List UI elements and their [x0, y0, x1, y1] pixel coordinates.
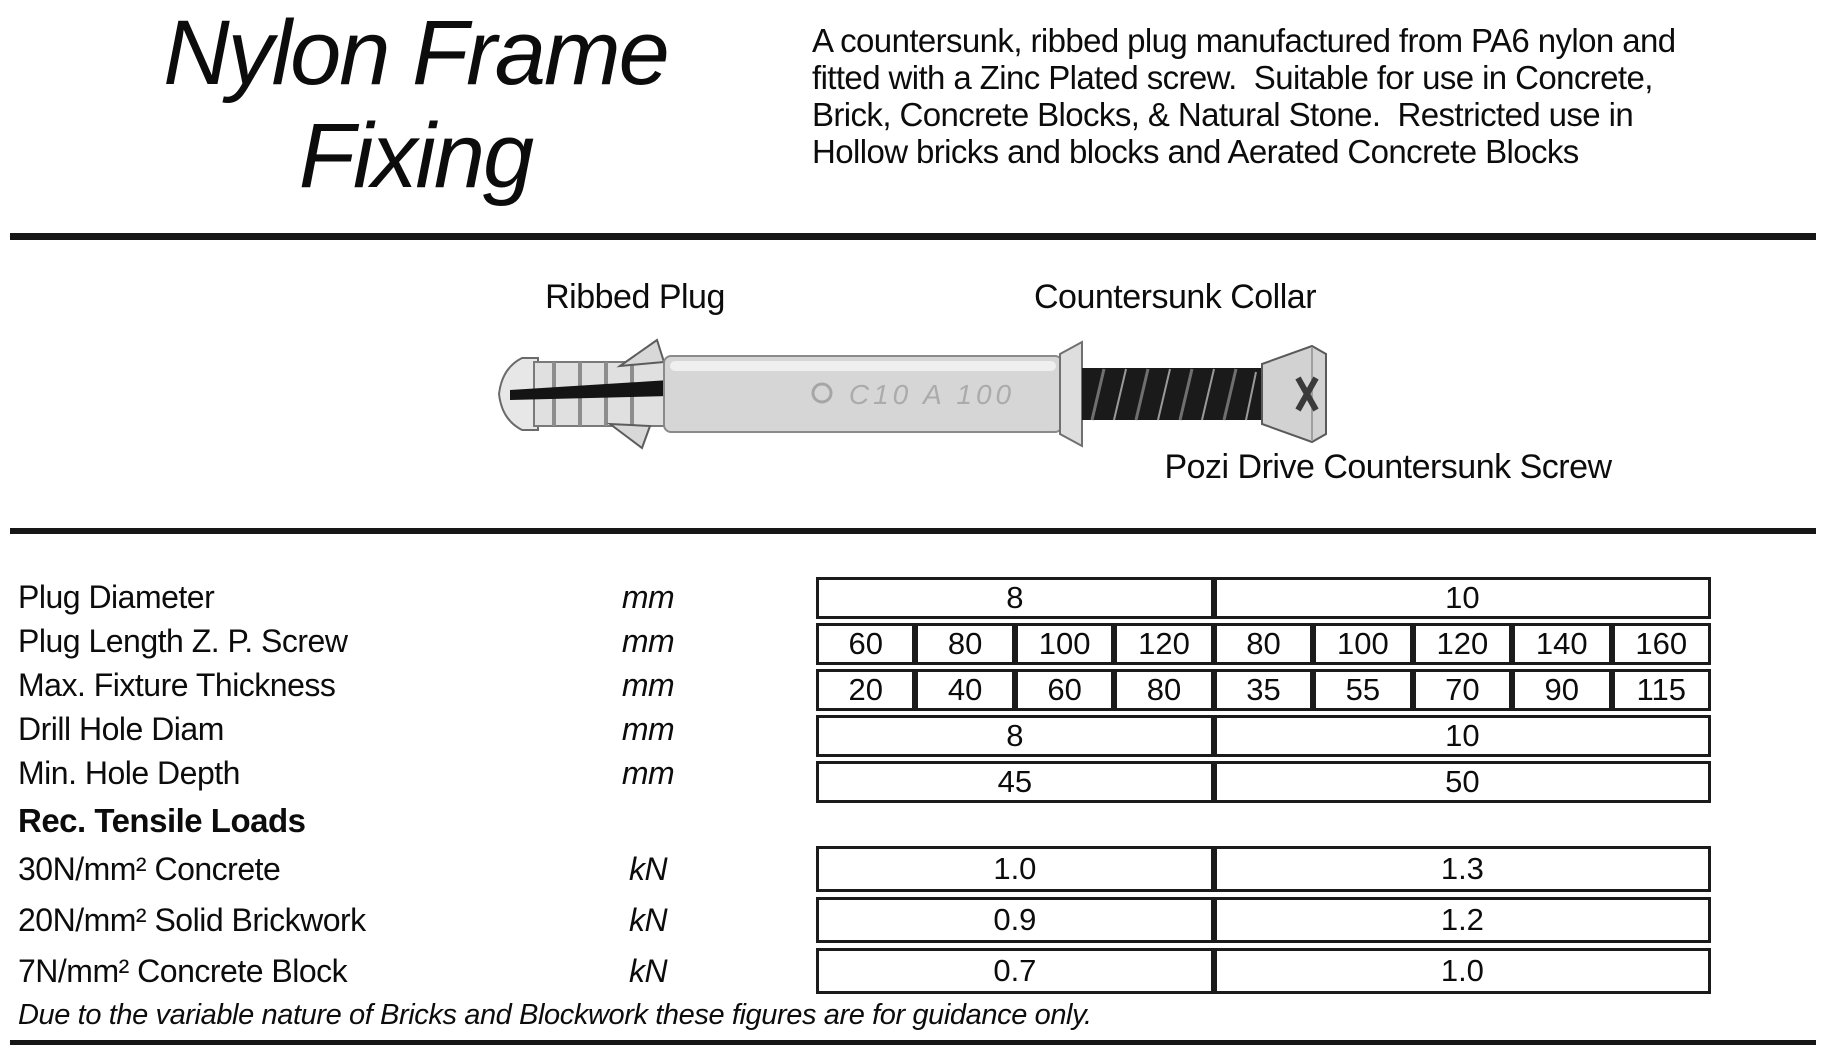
spec-cell: 100	[1313, 623, 1412, 665]
load-cell: 0.9	[816, 897, 1214, 943]
plug-fin-bottom	[610, 424, 650, 448]
spec-row-min-hole-depth	[816, 761, 1711, 803]
fixing-product-image	[492, 338, 1352, 450]
page-title-line-2: Fixing	[298, 105, 533, 207]
divider-bottom	[10, 1040, 1816, 1045]
spec-cell: 10	[1214, 577, 1711, 619]
spec-cell: 20	[816, 669, 915, 711]
load-row-concrete-30	[816, 846, 1711, 892]
spec-unit: kN	[628, 851, 668, 887]
load-cell: 1.3	[1214, 846, 1711, 892]
spec-cell: 60	[816, 623, 915, 665]
description-line: fitted with a Zinc Plated screw. Suitable for use in Concrete,	[812, 59, 1653, 96]
spec-cell: 40	[915, 669, 1014, 711]
label-pozi-drive-screw: Pozi Drive Countersunk Screw	[1164, 448, 1612, 486]
spec-cell: 100	[1015, 623, 1114, 665]
spec-unit: mm	[621, 711, 675, 747]
load-row-concrete-block-7	[816, 948, 1711, 994]
spec-unit: kN	[628, 953, 668, 989]
spec-label: Min. Hole Depth	[18, 755, 240, 791]
divider-middle	[10, 528, 1816, 534]
spec-cell: 55	[1313, 669, 1412, 711]
load-cell: 1.0	[1214, 948, 1711, 994]
description-line: Hollow bricks and blocks and Aerated Concrete Blocks	[812, 133, 1579, 170]
page-title-line-1: Nylon Frame	[163, 2, 668, 104]
plug-fin-top	[620, 340, 664, 366]
spec-cell: 160	[1612, 623, 1712, 665]
spec-cell: 50	[1214, 761, 1711, 803]
row-label-brickwork-20	[18, 902, 668, 938]
spec-row-plug-diameter	[816, 577, 1711, 619]
row-label-plug-length	[18, 623, 675, 659]
spec-cell: 35	[1214, 669, 1313, 711]
spec-cell: 80	[1114, 669, 1213, 711]
tensile-loads-table	[816, 841, 1711, 999]
spec-row-drill-hole	[816, 715, 1711, 757]
spec-label: Plug Length Z. P. Screw	[18, 623, 348, 659]
spec-unit: kN	[628, 902, 668, 938]
row-label-concrete-30	[18, 851, 668, 887]
spec-unit: mm	[621, 667, 675, 703]
spec-cell: 120	[1413, 623, 1512, 665]
row-label-drill-hole	[18, 711, 675, 747]
load-cell: 1.0	[816, 846, 1214, 892]
spec-label: Plug Diameter	[18, 579, 215, 615]
screw-shaft	[1082, 368, 1262, 420]
spec-label: Drill Hole Diam	[18, 711, 224, 747]
plug-marking-text: C10 A 100	[848, 379, 1016, 410]
section-header-label: Rec. Tensile Loads	[18, 802, 306, 839]
spec-cell: 115	[1612, 669, 1712, 711]
load-row-brickwork-20	[816, 897, 1711, 943]
spec-cell: 10	[1214, 715, 1711, 757]
spec-cell: 80	[915, 623, 1014, 665]
footnote: Due to the variable nature of Bricks and Blockwork these figures are for guidance only.	[18, 999, 1092, 1031]
product-description	[812, 22, 1675, 170]
spec-label: 20N/mm² Solid Brickwork	[18, 902, 366, 938]
load-cell: 1.2	[1214, 897, 1711, 943]
spec-row-plug-length	[816, 623, 1711, 665]
page-title	[128, 2, 703, 208]
spec-label: Max. Fixture Thickness	[18, 667, 336, 703]
spec-cell: 80	[1214, 623, 1313, 665]
spec-unit: mm	[621, 623, 675, 659]
spec-cell: 60	[1015, 669, 1114, 711]
load-cell: 0.7	[816, 948, 1214, 994]
label-countersunk-collar: Countersunk Collar	[1033, 278, 1317, 316]
spec-cell: 140	[1512, 623, 1611, 665]
spec-table	[816, 573, 1711, 807]
spec-cell: 45	[816, 761, 1214, 803]
description-line: A countersunk, ribbed plug manufactured from PA6 nylon and	[812, 22, 1676, 59]
description-line: Brick, Concrete Blocks, & Natural Stone. Restricted use in	[812, 96, 1634, 133]
section-header-tensile-loads	[18, 802, 305, 838]
plug-body-highlight	[670, 361, 1056, 371]
spec-unit: mm	[621, 755, 675, 791]
row-label-max-fixture	[18, 667, 675, 703]
spec-label: 30N/mm² Concrete	[18, 851, 281, 887]
spec-cell: 70	[1413, 669, 1512, 711]
row-label-plug-diameter	[18, 579, 675, 615]
label-ribbed-plug: Ribbed Plug	[545, 278, 725, 316]
spec-unit: mm	[621, 579, 675, 615]
screw-head	[1262, 346, 1326, 442]
spec-label: 7N/mm² Concrete Block	[18, 953, 348, 989]
collar-flange	[1060, 342, 1082, 446]
spec-cell: 120	[1114, 623, 1213, 665]
spec-cell: 8	[816, 715, 1214, 757]
divider-top	[10, 233, 1816, 240]
row-label-min-hole-depth	[18, 755, 675, 791]
spec-row-max-fixture	[816, 669, 1711, 711]
spec-cell: 90	[1512, 669, 1611, 711]
row-label-concrete-block-7	[18, 953, 668, 989]
spec-cell: 8	[816, 577, 1214, 619]
